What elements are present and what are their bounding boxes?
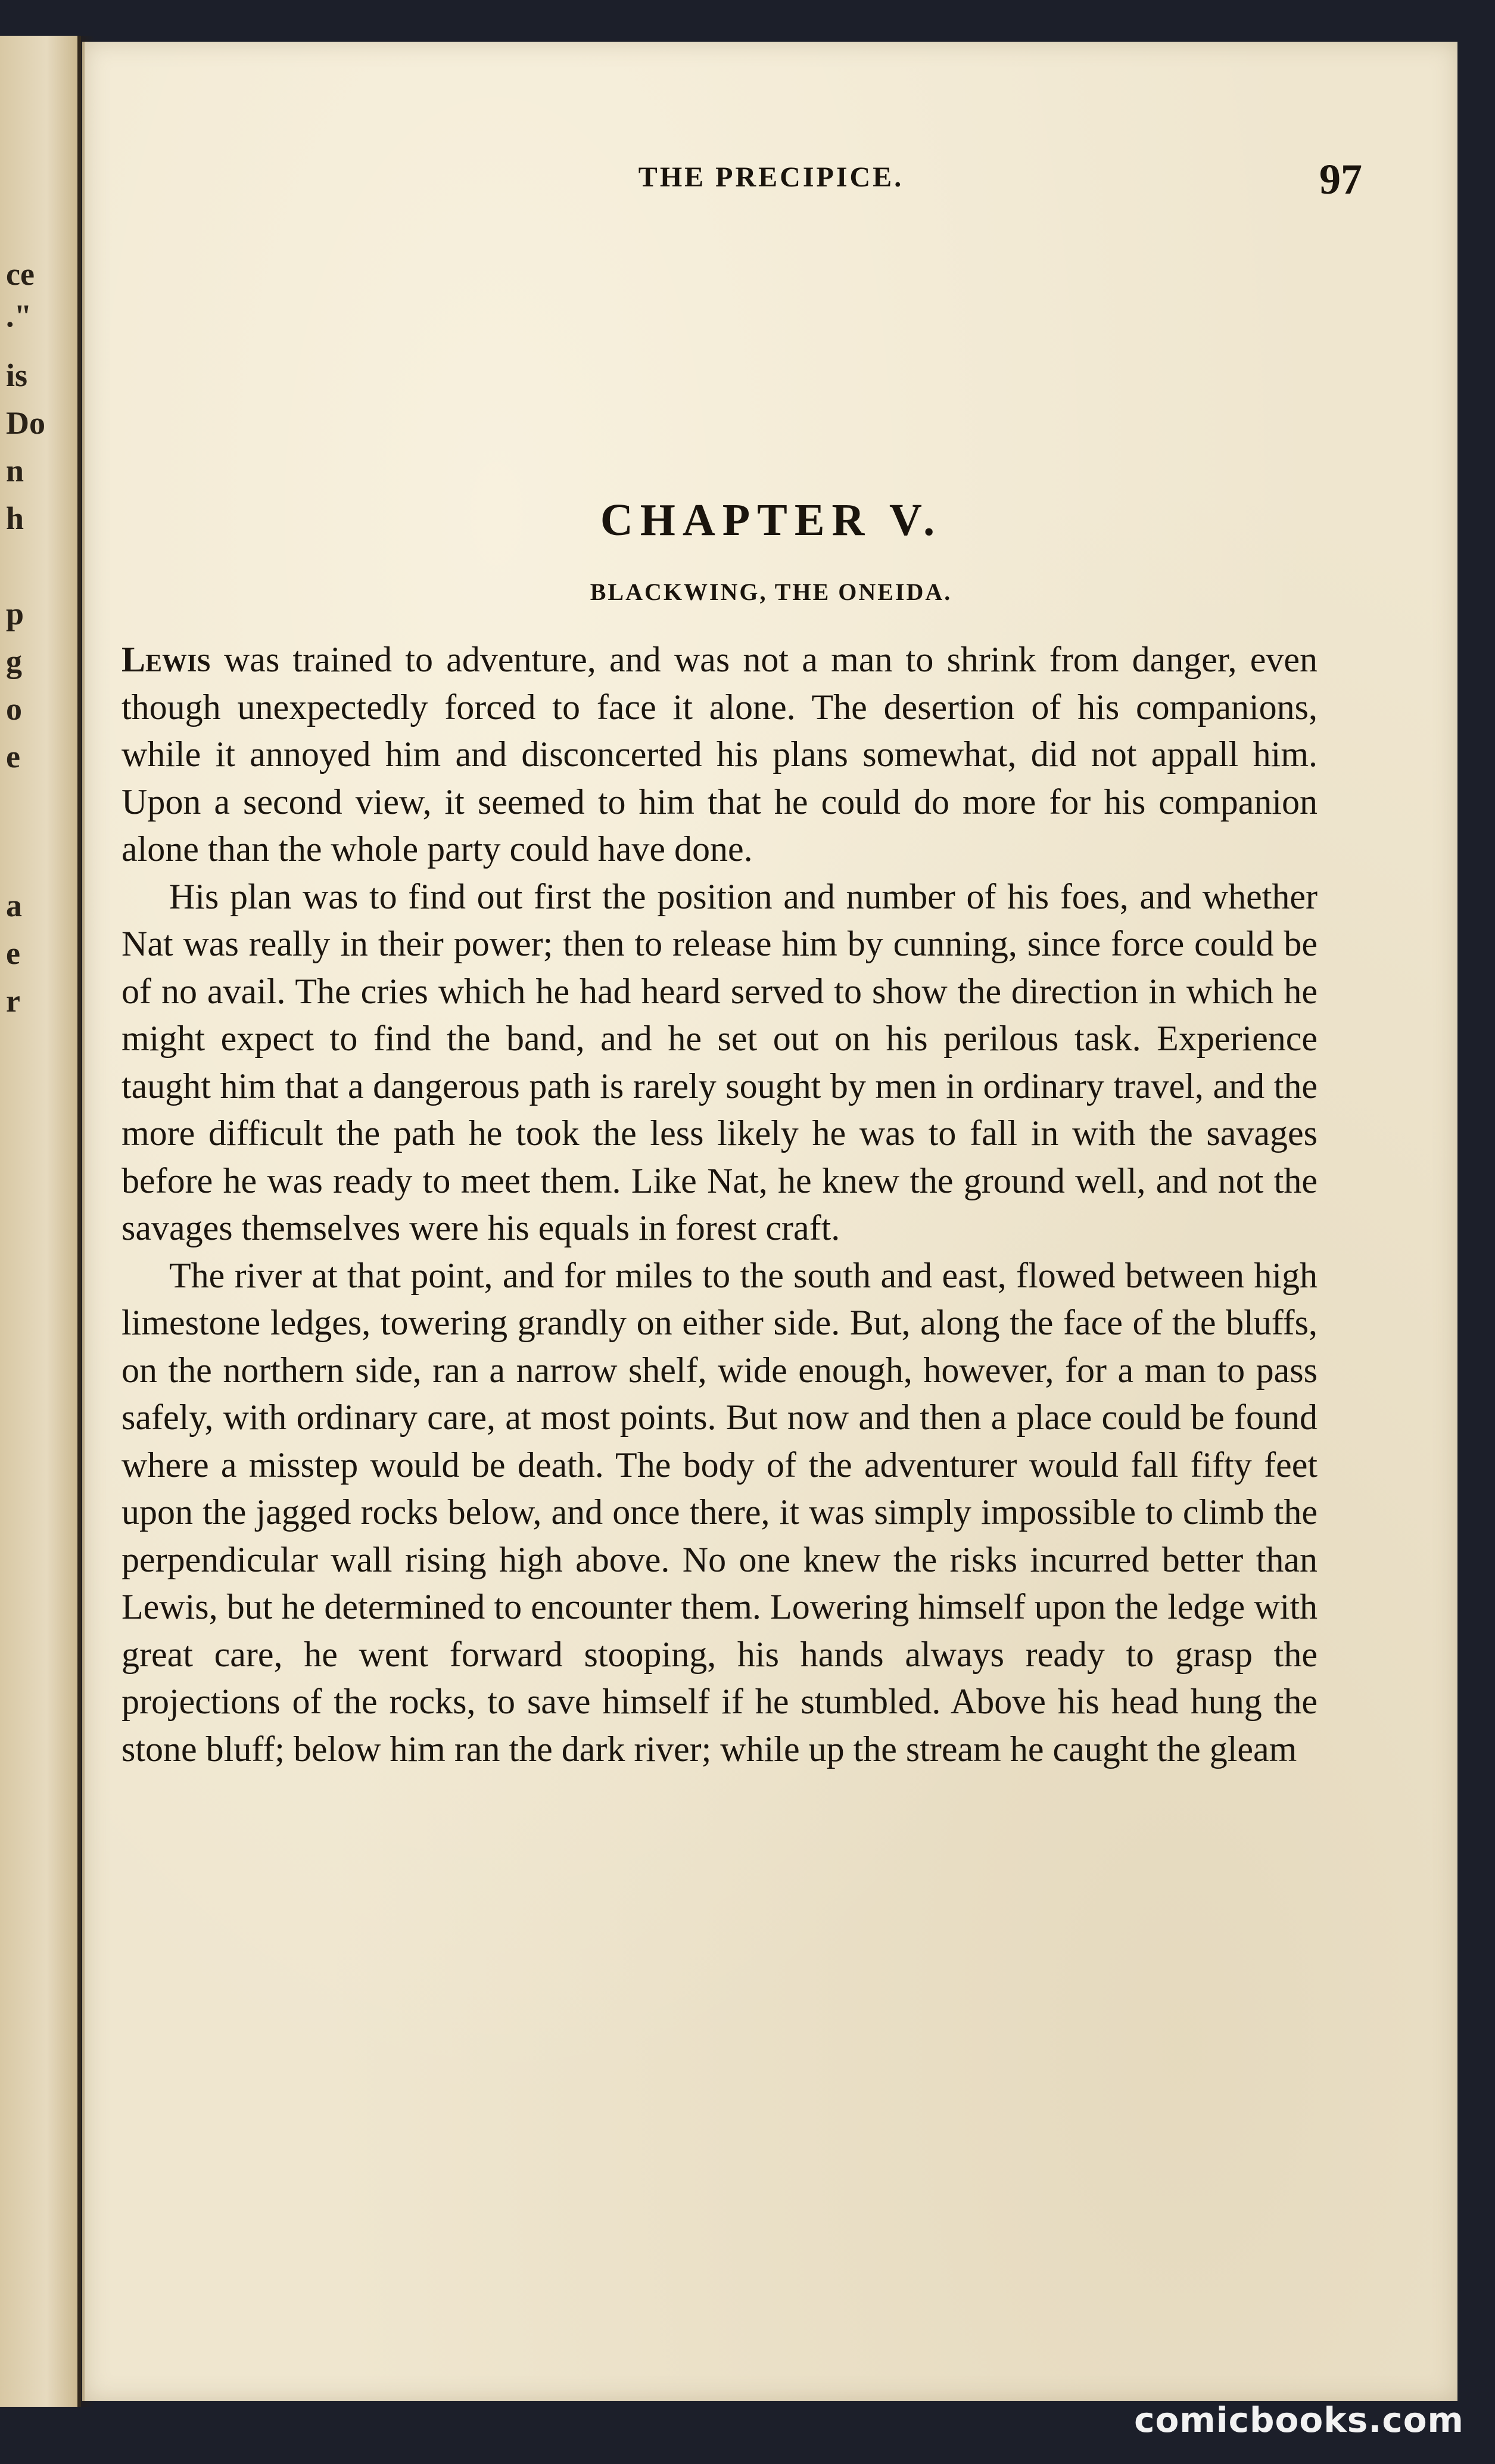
running-head: [85, 155, 1457, 226]
watermark: comicbooks.com: [1134, 2400, 1464, 2440]
previous-page-edge: [0, 36, 81, 2407]
prev-page-fragment: e: [6, 739, 20, 774]
body-text: [122, 636, 1318, 1773]
page-number: 97: [1319, 155, 1362, 203]
prev-page-fragment: .": [6, 298, 32, 334]
book-page: [82, 42, 1457, 2401]
prev-page-fragment: ce: [6, 256, 35, 292]
paragraph: His plan was to find out first the position and number of his foes, and whether Nat was really in their power; then to release him by cunning, since force could be of no avail. The cries which he had heard served to show the direction in which he might expect to find the band, and he set out on his perilous task. Experience taught him that a dangerous path is rarely sought by men in ordinary travel, and the more difficult the path he took the less likely he was to fall in with the savages before he was ready to meet them. Like Nat, he knew the ground well, and not the savages themselves were his equals in forest craft.: [122, 876, 1318, 1247]
prev-page-fragment: a: [6, 888, 22, 923]
running-title: THE PRECIPICE.: [638, 161, 904, 193]
paragraph-lead-word: Lewis: [122, 640, 211, 679]
paragraph: The river at that point, and for miles to the south and east, flowed between high limestone ledges, towering grandly on either side. But, along the face of the bluffs, on the northern side, ran a narrow shelf, wide enough, however, for a man to pass safely, with ordinary care, at most points. But now and then a place could be found where a misstep would be death. The body of the adventurer would fall fifty feet upon the jagged rocks below, and once there, it was simply impossible to climb the perpendicular wall rising high above. No one knew the risks incurred better than Lewis, but he determined to encounter them. Lowering himself upon the ledge with great care, he went forward stooping, his hands always ready to grasp the projections of the rocks, to save himself if he stumbled. Above his head hung the stone bluff; below him ran the dark river; while up the stream he caught the gleam: [122, 1255, 1318, 1769]
chapter-subtitle: BLACKWING, THE ONEIDA.: [590, 578, 952, 605]
prev-page-fragment: r: [6, 983, 20, 1019]
chapter-heading: CHAPTER V.: [600, 495, 942, 545]
paragraph-text: was trained to adventure, and was not a man to shrink from danger, even though unexpectedly forced to face it alone. The desertion of his companions, while it annoyed him and disconcerted his plans somewhat, did not appall him. Upon a second view, it seemed to him that he could do more for his companion alone than the whole party could have done.: [122, 640, 1318, 869]
prev-page-fragment: Do: [6, 405, 45, 441]
prev-page-fragment: o: [6, 691, 22, 727]
paragraph: [122, 636, 1318, 873]
prev-page-fragment: g: [6, 643, 22, 679]
prev-page-fragment: e: [6, 935, 20, 971]
prev-page-fragment: n: [6, 453, 24, 489]
prev-page-fragment: p: [6, 596, 24, 631]
prev-page-fragment: is: [6, 357, 28, 393]
prev-page-fragment: h: [6, 500, 24, 536]
